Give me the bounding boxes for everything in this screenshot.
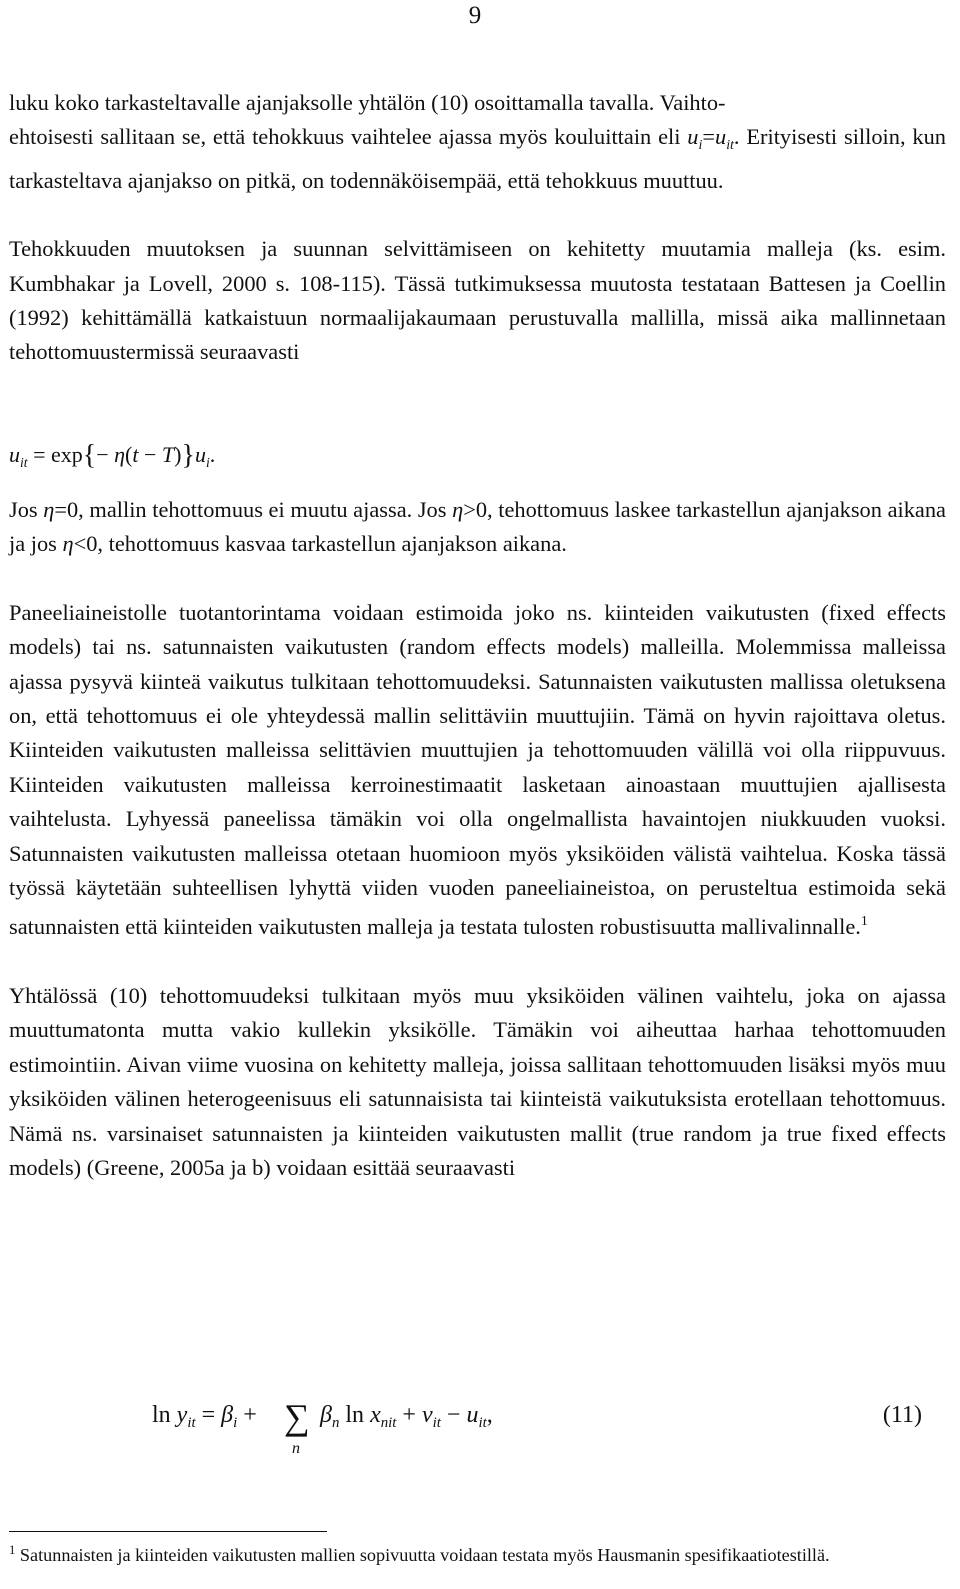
paragraph-true-effects: Yhtälössä (10) tehottomuudeksi tulkitaan myös muu yksiköiden välinen vaihtelu, joka on ajassa muuttumatonta mutta vakio kullekin yksikölle. Tämäkin voi aiheuttaa harhaa tehottomuuden estimointiin. Aivan viime vuosina on kehitetty malleja, joissa sallitaan tehottomuuden lisäksi myös muu yksiköiden välinen heterogeenisuus eli satunnaisista tai kiinteistä vaikutuksista erotellaan tehottomuus. Nämä ns. varsinaiset satunnaisten ja kiinteiden vaikutusten mallit (true random ja true fixed effects models) (Greene, 2005a ja b) voidaan esittää seuraavasti [9,982,946,1180]
footnote-ref: 1 [860,914,868,930]
page-number: 9 [468,2,482,29]
footnote: $^1$ Satunnaisten ja kiinteiden vaikutusten mallien sopivuutta voidaan testata myös Hausmanin spesifikaatiotestillä. [9,1543,830,1565]
equation-inefficiency-time: $u_{it} = \exp\{- \eta(t - T)\}u_i$. [9,440,216,471]
body-lower [9,493,946,1185]
summation-index: n [292,1440,300,1457]
paragraph-eta: Jos η=0, mallin tehottomuus ei muutu ajassa. Jos η>0, tehottomuus laskee tarkastellun ajanjakson aikana ja jos η<0, tehottomuus kasvaa tarkastellun ajanjakson aikana. [9,497,946,557]
paragraph-change-models: Tehokkuuden muutoksen ja suunnan selvittämiseen on kehitetty muutamia malleja (ks. esim. Kumbhakar ja Lovell, 2000 s. 108-115). Tässä tutkimuksessa muutosta testataan Battesen ja Coellin (1992) kehittämällä katkaistuun normaalijakaumaan perustuvalla mallilla, missä aika mallinnetaan tehottomuustermissä seuraavasti [9,236,946,365]
paragraph-panel-models: Paneeliaineistolle tuotantorintama voidaan estimoida joko ns. kiinteiden vaikutusten (fixed effects models) tai ns. satunnaisten vaikutusten (random effects models) malleilla. Molemmissa malleissa ajassa pysyvä kiinteä vaikutus tulkitaan tehottomuudeksi. Satunnaisten vaikutusten mallissa oletuksena on, että tehottomuus ei ole yhteydessä mallin selittäviin muuttujiin. Tämä on hyvin rajoittava oletus. Kiinteiden vaikutusten malleissa selittävien muuttujien ja tehottomuuden välillä voi olla riippuvuus. Kiinteiden vaikutusten malleissa kerroinestimaatit lasketaan ainoastaan muuttujien ajallisesta vaihtelusta. Lyhyessä paneelissa tämäkin voi olla ongelmallista havaintojen niukkuuden vuoksi. Satunnaisten vaikutusten malleissa otetaan huomioon myös yksiköiden välistä vaihtelua. Koska tässä työssä käytetään suhteellisen lyhyttä viiden vuoden paneeliaineistoa, on perusteltua estimoida sekä satunnaisten että kiinteiden vaikutusten malleja ja testata tulosten robustisuutta mallivalinnalle.$^1$ [9,599,946,940]
equation-number: (11) [882,1402,922,1428]
equation-11: $\ln y_{it} = \beta_i$ + ∑ n $\beta_n$ $\ln x_{nit} + v_{it} - u_{it}$, (11) [152,1397,922,1457]
footnote-separator [9,1531,327,1532]
footnote-mark: 1 [9,1543,16,1557]
summation-symbol: ∑ [284,1397,310,1437]
intro-text: luku koko tarkasteltavalle ajanjaksolle yhtälön (10) osoittamalla tavalla. Vaihto- ehtoisesti sallitaan se, että tehokkuus vaihtelee ajassa myös kouluittain eli $u_i=u_{it}$. Erityisesti silloin, kun tarkasteltava ajanjakso on pitkä, on todennäköisempää, että tehokkuus muuttuu. [9,90,946,193]
intro-paragraph [9,86,946,370]
